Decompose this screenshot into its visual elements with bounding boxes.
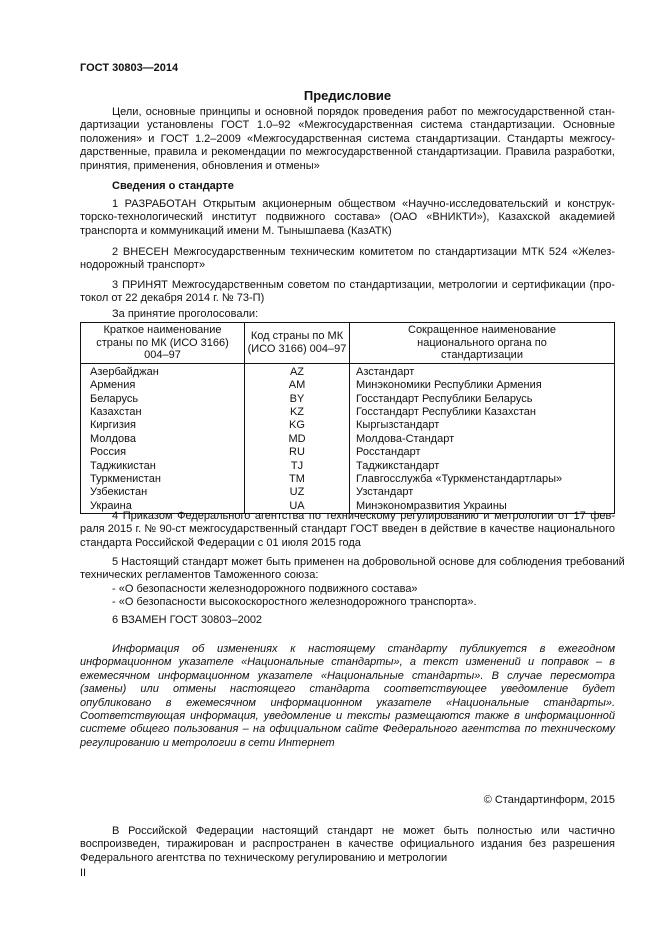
- text-line: Соответствующая информация, уведомление и тексты размещаются также в информационной: [80, 709, 615, 722]
- text-line: В Российской Федерации настоящий стандарт не может быть полностью или частично: [112, 825, 615, 837]
- regulation-list: [80, 583, 615, 610]
- paragraph-adopted: [80, 279, 615, 306]
- cell-body: Минэкономики Республики Армения: [350, 379, 615, 392]
- list-item: - «О безопасности высокоскоростного железнодорожного транспорта».: [112, 596, 477, 609]
- cell-country: Армения: [81, 379, 245, 392]
- text-line: 6 ВЗАМЕН ГОСТ 30803–2002: [112, 614, 263, 626]
- page-number: II: [80, 867, 87, 879]
- text-line: опубликовано в ежемесячном информационном указателе «Национальные стандарты».: [80, 696, 615, 709]
- cell-code: AM: [245, 379, 350, 392]
- column-header-code: Код страны по МК (ИСО 3166) 004–97: [245, 323, 350, 364]
- cell-country: Азербайджан: [81, 363, 245, 379]
- text-line: Цели, основные принципы и основной порядок проведения работ по межгосударственной стан-: [112, 106, 615, 118]
- table-header-row: [81, 323, 615, 364]
- paragraph-voluntary: [80, 556, 625, 583]
- table-row: [81, 486, 615, 499]
- table-row: [81, 419, 615, 432]
- cell-body: Кыргызстандарт: [350, 419, 615, 432]
- table-row: [81, 393, 615, 406]
- text-line: раля 2015 г. № 90-ст межгосударственный стандарт ГОСТ введен в действие в качестве национального: [80, 523, 615, 536]
- text-line: 3 ПРИНЯТ Межгосударственным советом по стандартизации, метрологии и сертификации (про-: [112, 279, 615, 291]
- cell-code: RU: [245, 446, 350, 459]
- voting-table: [80, 322, 615, 514]
- text-line: принятия, применения, обновления и отмены»: [80, 159, 320, 172]
- cell-country: Киргизия: [81, 419, 245, 432]
- table-row: [81, 433, 615, 446]
- table-row: [81, 379, 615, 392]
- cell-country: Узбекистан: [81, 486, 245, 499]
- table-row: [81, 473, 615, 486]
- section-subtitle: Сведения о стандарте: [112, 180, 234, 192]
- text-line: Федерального агентства по техническому регулированию и метрологии: [80, 851, 448, 864]
- text-line: Информация об изменениях к настоящему стандарту публикуется в ежегодном: [112, 643, 615, 655]
- text-line: дарственные, правила и рекомендации по межгосударственной стандартизации. Правила разработки,: [80, 146, 615, 159]
- text-line: дартизации установлены ГОСТ 1.0–92 «Межгосударственная система стандартизации. Основные: [80, 119, 615, 132]
- cell-code: KG: [245, 419, 350, 432]
- text-line: ежемесячном информационном указателе «Национальные стандарты». В случае пересмотра: [80, 669, 615, 682]
- text-line: стандарта Российской Федерации с 01 июля 2015 года: [80, 536, 361, 549]
- cell-country: Украина: [81, 500, 245, 514]
- text-line: положения» и ГОСТ 1.2–2009 «Межгосударственная система стандартизации. Стандарты межгосу-: [80, 132, 615, 145]
- paragraph-replaces: [80, 614, 615, 627]
- cell-body: Главгосслужба «Туркменстандартлары»: [350, 473, 615, 486]
- page-title: Предисловие: [303, 88, 392, 103]
- text-line: торско-технологический институт подвижного состава» (ОАО «ВНИКТИ»), Казахской академией: [80, 211, 615, 224]
- text-line: токол от 22 декабря 2014 г. № 73-П): [80, 292, 265, 305]
- column-header-country: Краткое наименование страны по МК (ИСО 3166) 004–97: [81, 323, 245, 364]
- text-line: транспорта и коммуникаций имени М. Тынышпаева (КазАТК): [80, 224, 392, 237]
- info-paragraph: [80, 643, 615, 750]
- cell-body: Росстандарт: [350, 446, 615, 459]
- cell-country: Молдова: [81, 433, 245, 446]
- cell-code: TM: [245, 473, 350, 486]
- cell-code: UA: [245, 500, 350, 514]
- table-row: [81, 446, 615, 459]
- cell-body: Таджикстандарт: [350, 460, 615, 473]
- cell-country: Казахстан: [81, 406, 245, 419]
- text-line: 1 РАЗРАБОТАН Открытым акционерным обществом «Научно-исследовательский и конструк-: [112, 198, 615, 210]
- text-line: регулированию и метрологии в сети Интернет: [80, 736, 335, 749]
- cell-body: Минэкономразвития Украины: [350, 500, 615, 514]
- table-row: [81, 363, 615, 379]
- notice-paragraph: [80, 825, 615, 865]
- text-line: 4 Приказом Федерального агентства по техническому регулированию и метрологии от 17 фев-: [112, 510, 615, 522]
- text-line: 2 ВНЕСЕН Межгосударственным техническим комитетом по стандартизации МТК 524 «Желез-: [112, 246, 615, 258]
- text-line: нодорожный транспорт»: [80, 259, 206, 272]
- text-line: системе общего пользования – на официальном сайте Федерального агентства по техническому: [80, 723, 615, 736]
- cell-body: Узстандарт: [350, 486, 615, 499]
- copyright: © Стандартинформ, 2015: [483, 794, 615, 806]
- text-line: технических регламентов Таможенного союза:: [80, 569, 319, 582]
- table-row: [81, 460, 615, 473]
- document-header: ГОСТ 30803—2014: [80, 62, 179, 74]
- text-line: 5 Настоящий стандарт может быть применен на добровольной основе для соблюдения требований: [112, 556, 625, 568]
- cell-country: Туркменистан: [81, 473, 245, 486]
- paragraph-developed: [80, 198, 615, 238]
- cell-country: Беларусь: [81, 393, 245, 406]
- cell-code: UZ: [245, 486, 350, 499]
- cell-body: Госстандарт Республики Казахстан: [350, 406, 615, 419]
- table-row: [81, 406, 615, 419]
- cell-code: AZ: [245, 363, 350, 379]
- paragraph-order: [80, 510, 615, 550]
- vote-label: За принятие проголосовали:: [112, 308, 259, 320]
- text-line: (замены) или отмены настоящего стандарта соответствующее уведомление будет: [80, 683, 615, 696]
- column-header-body: Сокращенное наименование национального органа по стандартизации: [350, 323, 615, 364]
- cell-code: BY: [245, 393, 350, 406]
- list-item: - «О безопасности железнодорожного подвижного состава»: [112, 583, 418, 595]
- cell-body: Азстандарт: [350, 363, 615, 379]
- text-line: воспроизведен, тиражирован и распространен в качестве официального издания без разрешения: [80, 838, 615, 851]
- cell-country: Таджикистан: [81, 460, 245, 473]
- cell-body: Молдова-Стандарт: [350, 433, 615, 446]
- cell-code: MD: [245, 433, 350, 446]
- text-line: информационном указателе «Национальные стандарты», а текст изменений и поправок – в: [80, 656, 615, 669]
- cell-code: TJ: [245, 460, 350, 473]
- intro-paragraph: [80, 106, 615, 173]
- cell-body: Госстандарт Республики Беларусь: [350, 393, 615, 406]
- paragraph-introduced: [80, 246, 615, 273]
- cell-code: KZ: [245, 406, 350, 419]
- cell-country: Россия: [81, 446, 245, 459]
